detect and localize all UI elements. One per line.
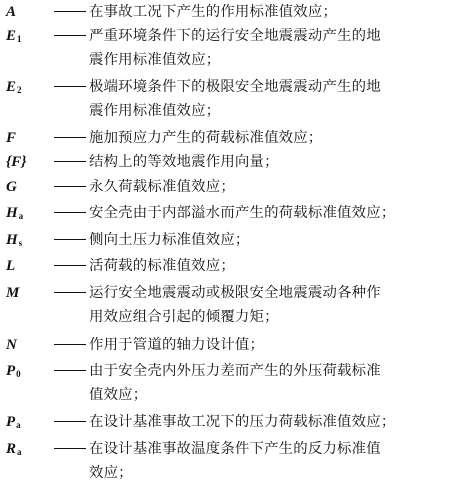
symbol: G — [6, 179, 17, 195]
definition-text: 运行安全地震震动或极限安全地震震动各种作 用效应组合引起的倾覆力矩； — [89, 285, 381, 325]
definition-text: 结构上的等效地震作用向量； — [89, 154, 279, 170]
definition-text: 作用于管道的轴力设计值； — [89, 337, 265, 353]
dash-separator — [54, 86, 86, 87]
definition-text: 在设计基准事故工况下的压力荷载标准值效应； — [89, 414, 396, 430]
symbol: N — [6, 337, 17, 353]
symbol: L — [6, 258, 16, 274]
definition-text: 极端环境条件下的极限安全地震震动产生的地 震作用标准值效应； — [89, 79, 381, 119]
dash-separator — [54, 161, 86, 162]
dash-separator — [54, 239, 86, 240]
definition-text: 在事故工况下产生的作用标准值效应； — [89, 4, 338, 20]
symbol: $P_0$ — [6, 363, 21, 379]
definition-text: 在设计基准事故温度条件下产生的反力标准值 效应； — [89, 441, 381, 481]
definition-text: 侧向土压力标准值效应； — [89, 232, 250, 248]
dash-separator — [54, 35, 86, 36]
dash-separator — [54, 421, 86, 422]
definition-text: 由于安全壳内外压力差而产生的外压荷载标准 值效应； — [89, 363, 381, 403]
dash-separator — [54, 186, 86, 187]
symbol: $H_s$ — [6, 232, 23, 248]
symbol: A — [6, 4, 17, 20]
symbol: $E_1$ — [6, 28, 22, 44]
dash-separator — [54, 292, 86, 293]
definition-text: 严重环境条件下的运行安全地震震动产生的地 震作用标准值效应； — [89, 28, 381, 68]
definition-text: 施加预应力产生的荷载标准值效应； — [89, 130, 323, 146]
symbol: M — [6, 285, 20, 301]
definition-text: 活荷载的标准值效应； — [89, 258, 235, 274]
symbol: $P_a$ — [6, 414, 21, 430]
definition-text: 安全壳由于内部溢水而产生的荷载标准值效应； — [89, 205, 396, 221]
symbol: {F} — [6, 154, 27, 170]
definition-text: 永久荷载标准值效应； — [89, 179, 235, 195]
dash-separator — [54, 137, 86, 138]
symbol: $E_2$ — [6, 79, 22, 95]
symbol: $R_a$ — [6, 441, 22, 457]
dash-separator — [54, 265, 86, 266]
symbol: F — [6, 130, 17, 146]
dash-separator — [54, 370, 86, 371]
symbol: $H_a$ — [6, 205, 24, 221]
dash-separator — [54, 344, 86, 345]
dash-separator — [54, 11, 86, 12]
dash-separator — [54, 448, 86, 449]
dash-separator — [54, 212, 86, 213]
